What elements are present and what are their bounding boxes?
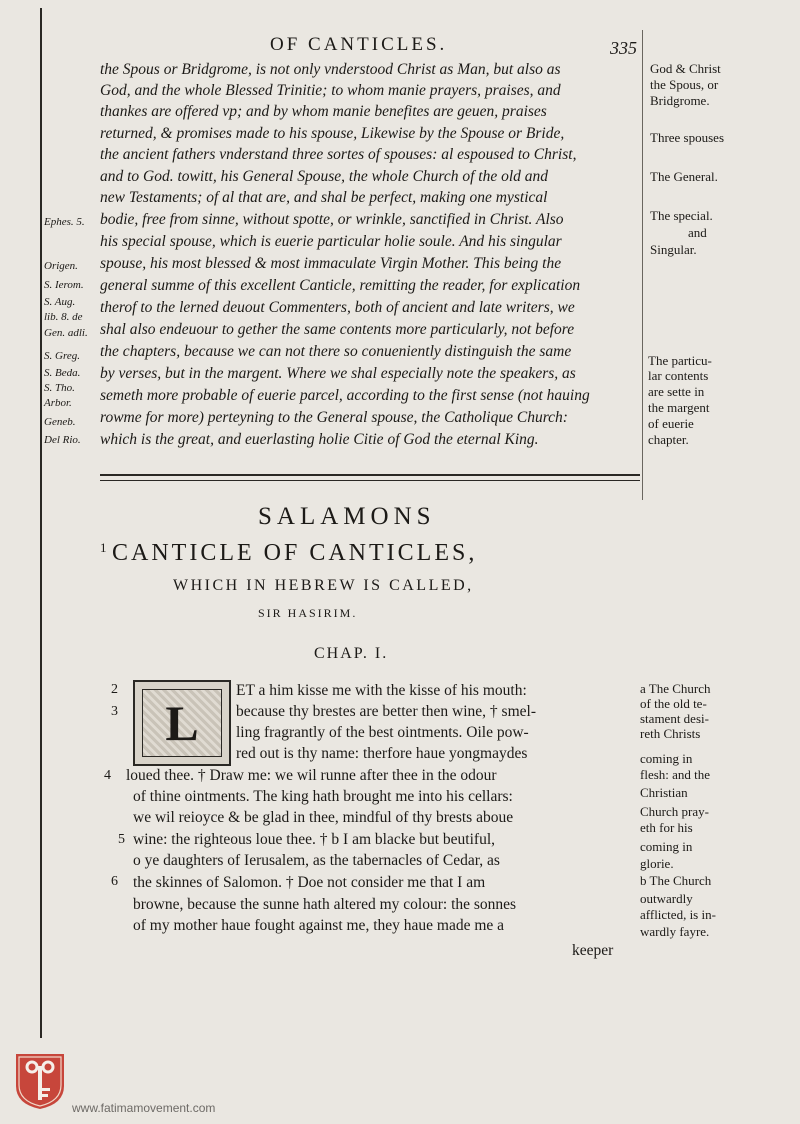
side-note: The particu- [648,353,712,368]
verse-line: of thine ointments. The king hath brought me into his cellars: [133,788,513,805]
intro-line: returned, & promises made to his spouse, Likewise by the Spouse or Bride, [100,125,565,142]
side-note: are sette in [648,384,705,399]
verse-number: 4 [104,768,111,783]
side-note: lar contents [648,368,709,383]
chapter-note: a The Church [640,681,711,696]
intro-line: God, and the whole Blessed Trinitie; to whom manie prayers, praises, and [100,82,561,99]
chapter-note: Christian [640,785,688,800]
citation-note: Geneb. [44,416,76,428]
intro-line: his special spouse, which is euerie particular holie soule. And his singular [100,233,562,250]
citation-note: lib. 8. de [44,311,83,323]
decorated-initial [133,680,231,766]
verse-line: ET a him kisse me with the kisse of his mouth: [236,682,527,699]
intro-line: the chapters, because we can not there so conueniently distinguish the same [100,343,572,360]
side-note: the margent [648,400,710,415]
intro-line: shal also endeuour to gether the same contents more particularly, not before [100,321,575,338]
verse-line: loued thee. † Draw me: we wil runne after thee in the odour [126,767,497,784]
intro-line: semeth more probable of euerie parcel, according to the first sense (not hauing [100,387,590,404]
footer-url[interactable]: www.fatimamovement.com [72,1101,216,1115]
verse-line: because thy brestes are better then wine, † smel- [236,703,536,720]
side-note: The General. [650,169,718,184]
intro-line: the Spous or Bridgrome, is not only vnderstood Christ as Man, but also as [100,61,561,78]
chapter-note: glorie. [640,856,674,871]
chapter-note: flesh: and the [640,767,711,782]
citation-note: S. Aug. [44,296,76,308]
chapter-heading: CHAP. I. [314,645,389,662]
verse-number: 2 [111,682,118,697]
section-rule [100,474,640,476]
intro-line: new Testaments; of al that are, and shal be perfect, making one mystical [100,189,548,206]
chapter-note: b The Church [640,873,712,888]
verse-line: red out is thy name: therfore haue yongmaydes [236,745,528,762]
margin-divider-rule [642,30,643,500]
side-note: The special. [650,208,713,223]
chapter-note: of the old te- [640,696,707,711]
citation-note: Ephes. 5. [44,216,85,228]
chapter-note: Church pray- [640,804,709,819]
citation-note: S. Beda. [44,367,81,379]
intro-line: therof to the lerned deuout Commenters, both of ancient and late writers, we [100,299,575,316]
initial-letter: L [142,689,222,757]
page-number: 335 [610,38,637,58]
side-note: and [688,225,707,240]
intro-line: and to God. towitt, his General Spouse, the whole Church of the old and [100,168,549,185]
intro-line: rowme for more) perteyning to the General spouse, the Catholique Church: [100,409,568,426]
side-note: chapter. [648,432,689,447]
title-line-2: CANTICLE OF CANTICLES, [112,540,478,566]
citation-note: S. Ierom. [44,279,84,291]
title-line-3: WHICH IN HEBREW IS CALLED, [173,577,474,594]
left-border-rule [40,8,42,1038]
citation-note: Del Rio. [44,434,81,446]
verse-line: we wil reioyce & be glad in thee, mindful of thy brests aboue [133,809,514,826]
chapter-note: afflicted, is in- [640,907,716,922]
verse-line: wine: the righteous loue thee. † b I am blacke but beutiful, [133,831,495,848]
side-note: of euerie [648,416,694,431]
chapter-note: reth Christs [640,726,701,741]
side-note: God & Christ [650,61,721,76]
intro-line: spouse, his most blessed & most immaculate Virgin Mother. This being the [100,255,562,272]
side-note: the Spous, or [650,77,719,92]
citation-note: S. Tho. [44,382,75,394]
chapter-note: wardly fayre. [640,924,710,939]
chapter-note: stament desi- [640,711,709,726]
citation-note: Origen. [44,260,78,272]
citation-note: Gen. adli. [44,327,88,339]
verse-line: the skinnes of Salomon. † Doe not consider me that I am [133,874,486,891]
side-note: Three spouses [650,130,725,145]
intro-line: which is the great, and euerlasting holie Citie of God the eternal King. [100,431,539,448]
side-note: Bridgrome. [650,93,710,108]
title-line-4: SIR HASIRIM. [258,606,358,620]
intro-line: bodie, free from sinne, without spotte, or wrinkle, sanctified in Christ. Also [100,211,564,228]
side-note: Singular. [650,242,697,257]
verse-number: 5 [118,832,125,847]
running-title: OF CANTICLES. [270,34,448,55]
chapter-note: outwardly [640,891,693,906]
intro-line: thankes are offered vp; and by whom manie benefites are geuen, praises [100,103,547,120]
section-rule [100,480,640,481]
intro-line: by verses, but in the margent. Where we shal especially note the speakers, as [100,365,576,382]
intro-line: the ancient fathers vnderstand three sortes of spouses: al espoused to Christ, [100,146,577,163]
fatima-movement-logo [14,1052,66,1110]
intro-line: general summe of this excellent Canticle, remitting the reader, for explication [100,277,581,294]
chapter-note: eth for his [640,820,693,835]
catchword: keeper [572,942,614,959]
verse-line: browne, because the sunne hath altered my colour: the sonnes [133,896,517,913]
chapter-note: coming in [640,839,693,854]
chapter-note: coming in [640,751,693,766]
verse-number: 3 [111,704,118,719]
citation-note: S. Greg. [44,350,80,362]
title-marker: 1 [100,540,107,555]
title-line-1: SALAMONS [258,503,436,530]
verse-line: ling fragrantly of the best ointments. Oile pow- [236,724,529,741]
verse-line: o ye daughters of Ierusalem, as the tabernacles of Cedar, as [133,852,500,869]
verse-number: 6 [111,874,118,889]
citation-note: Arbor. [44,397,72,409]
verse-line: of my mother haue fought against me, they haue made me a [133,917,505,934]
